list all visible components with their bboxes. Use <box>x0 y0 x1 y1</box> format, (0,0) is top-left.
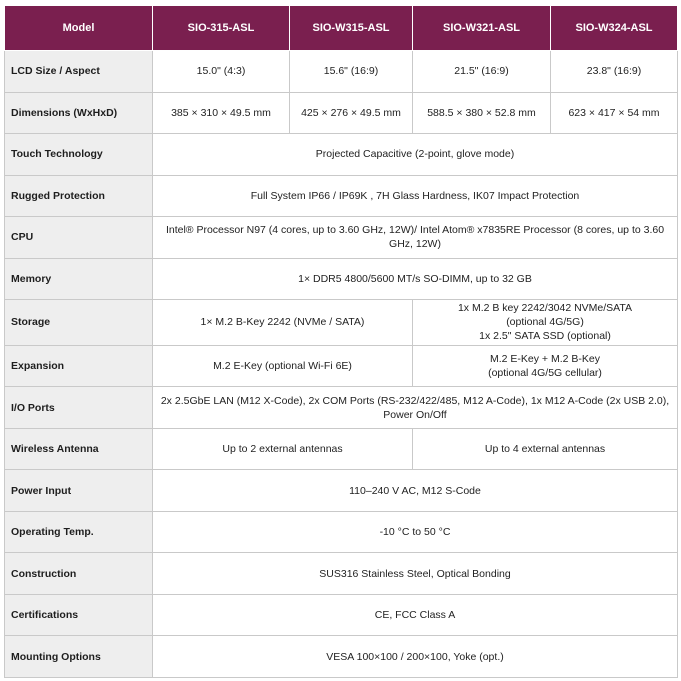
cell-line: (optional 4G/5G cellular) <box>488 367 602 380</box>
cell-value: 623 × 417 × 54 mm <box>551 92 678 134</box>
row-label: Mounting Options <box>5 636 153 678</box>
row-label: Storage <box>5 300 153 346</box>
row-label: Touch Technology <box>5 134 153 176</box>
cell-value-multiline <box>413 345 678 387</box>
cell-value: 110–240 V AC, M12 S-Code <box>153 470 678 512</box>
row-cpu <box>5 217 678 259</box>
cell-line: M.2 E-Key + M.2 B-Key <box>490 353 600 366</box>
cell-value: Up to 4 external antennas <box>413 428 678 470</box>
row-dimensions <box>5 92 678 134</box>
row-power <box>5 470 678 512</box>
cell-value: 23.8" (16:9) <box>551 51 678 93</box>
row-operating-temp <box>5 511 678 553</box>
row-lcd <box>5 51 678 93</box>
header-sio-w321-asl: SIO-W321-ASL <box>413 6 551 51</box>
row-touch <box>5 134 678 176</box>
cell-value: Intel® Processor N97 (4 cores, up to 3.60 GHz, 12W)/ Intel Atom® x7835RE Processor (8 cores, up to 3.60 GHz, 12W) <box>153 217 678 259</box>
row-label: Expansion <box>5 345 153 387</box>
cell-line: (optional 4G/5G) <box>506 316 584 329</box>
cell-value: VESA 100×100 / 200×100, Yoke (opt.) <box>153 636 678 678</box>
row-label: Certifications <box>5 594 153 636</box>
header-sio-315-asl: SIO-315-ASL <box>153 6 290 51</box>
header-sio-w315-asl: SIO-W315-ASL <box>290 6 413 51</box>
cell-value: 21.5" (16:9) <box>413 51 551 93</box>
row-label: Wireless Antenna <box>5 428 153 470</box>
cell-line: 1x M.2 B key 2242/3042 NVMe/SATA <box>457 302 633 315</box>
row-label: Construction <box>5 553 153 595</box>
row-expansion <box>5 345 678 387</box>
cell-value: Full System IP66 / IP69K , 7H Glass Hardness, IK07 Impact Protection <box>153 175 678 217</box>
cell-value: 425 × 276 × 49.5 mm <box>290 92 413 134</box>
row-label: Operating Temp. <box>5 511 153 553</box>
cell-value: SUS316 Stainless Steel, Optical Bonding <box>153 553 678 595</box>
cell-value: 15.0" (4:3) <box>153 51 290 93</box>
spec-table <box>4 5 678 678</box>
cell-value: 385 × 310 × 49.5 mm <box>153 92 290 134</box>
row-label: I/O Ports <box>5 387 153 429</box>
cell-value: 2x 2.5GbE LAN (M12 X-Code), 2x COM Ports (RS-232/422/485, M12 A-Code), 1x M12 A-Code (2x USB 2.0), Power On/Off <box>153 387 678 429</box>
row-rugged <box>5 175 678 217</box>
cell-value: 1× M.2 B-Key 2242 (NVMe / SATA) <box>153 300 413 346</box>
cell-line: 1x 2.5" SATA SSD (optional) <box>479 330 611 343</box>
cell-value: Up to 2 external antennas <box>153 428 413 470</box>
row-construction <box>5 553 678 595</box>
row-label: LCD Size / Aspect <box>5 51 153 93</box>
cell-value: 588.5 × 380 × 52.8 mm <box>413 92 551 134</box>
row-io-ports <box>5 387 678 429</box>
cell-value: 15.6" (16:9) <box>290 51 413 93</box>
cell-value: CE, FCC Class A <box>153 594 678 636</box>
cell-value-multiline <box>413 300 678 346</box>
row-certifications <box>5 594 678 636</box>
cell-value: M.2 E-Key (optional Wi-Fi 6E) <box>153 345 413 387</box>
row-label: CPU <box>5 217 153 259</box>
cell-value: Projected Capacitive (2-point, glove mode) <box>153 134 678 176</box>
cell-value: 1× DDR5 4800/5600 MT/s SO-DIMM, up to 32 GB <box>153 258 678 300</box>
row-storage <box>5 300 678 346</box>
header-row <box>5 6 678 51</box>
row-label: Rugged Protection <box>5 175 153 217</box>
row-label: Memory <box>5 258 153 300</box>
row-label: Power Input <box>5 470 153 512</box>
cell-value: -10 °C to 50 °C <box>153 511 678 553</box>
row-memory <box>5 258 678 300</box>
header-model: Model <box>5 6 153 51</box>
row-label: Dimensions (WxHxD) <box>5 92 153 134</box>
row-wireless <box>5 428 678 470</box>
row-mounting <box>5 636 678 678</box>
header-sio-w324-asl: SIO-W324-ASL <box>551 6 678 51</box>
